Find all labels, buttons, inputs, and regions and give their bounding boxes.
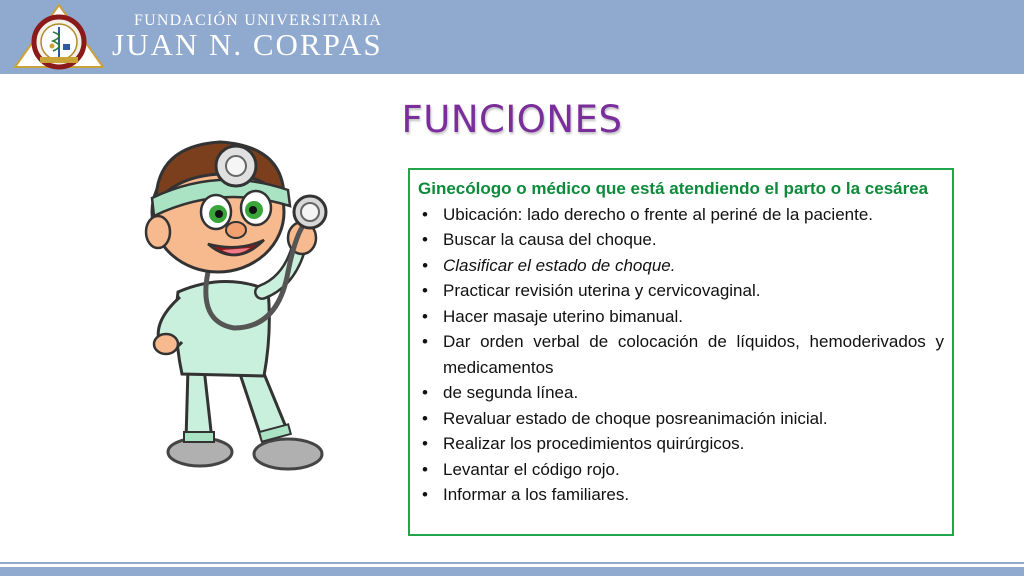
list-item: • Informar a los familiares.	[418, 482, 944, 508]
list-item: • Dar orden verbal de colocación de líquidos, hemoderivados y medicamentos	[418, 329, 944, 380]
functions-lead: Ginecólogo o médico que está atendiendo el parto o la cesárea	[418, 179, 929, 198]
footer-divider	[0, 562, 1024, 564]
list-item: • Ubicación: lado derecho o frente al periné de la paciente.	[418, 202, 944, 228]
list-item: • Revaluar estado de choque posreanimación inicial.	[418, 406, 944, 432]
list-item: • Buscar la causa del choque.	[418, 227, 944, 253]
institution-name: JUAN N. CORPAS	[112, 27, 383, 62]
functions-box	[408, 168, 954, 536]
list-item: • Hacer masaje uterino bimanual.	[418, 304, 944, 330]
list-item: • Practicar revisión uterina y cervicovaginal.	[418, 278, 944, 304]
footer-bar	[0, 567, 1024, 576]
right-shoe	[254, 439, 322, 469]
list-item: • Levantar el código rojo.	[418, 457, 944, 483]
list-item: • Clasificar el estado de choque.	[418, 253, 944, 279]
slide-title: FUNCIONES	[401, 98, 623, 141]
header-bar	[0, 0, 1024, 74]
functions-list	[418, 202, 944, 508]
list-item: • de segunda línea.	[418, 380, 944, 406]
doctor-illustration	[138, 132, 338, 482]
list-item: • Realizar los procedimientos quirúrgicos.	[418, 431, 944, 457]
corpas-emblem-icon	[12, 2, 106, 70]
institution-subtitle: FUNDACIÓN UNIVERSITARIA	[134, 12, 383, 29]
